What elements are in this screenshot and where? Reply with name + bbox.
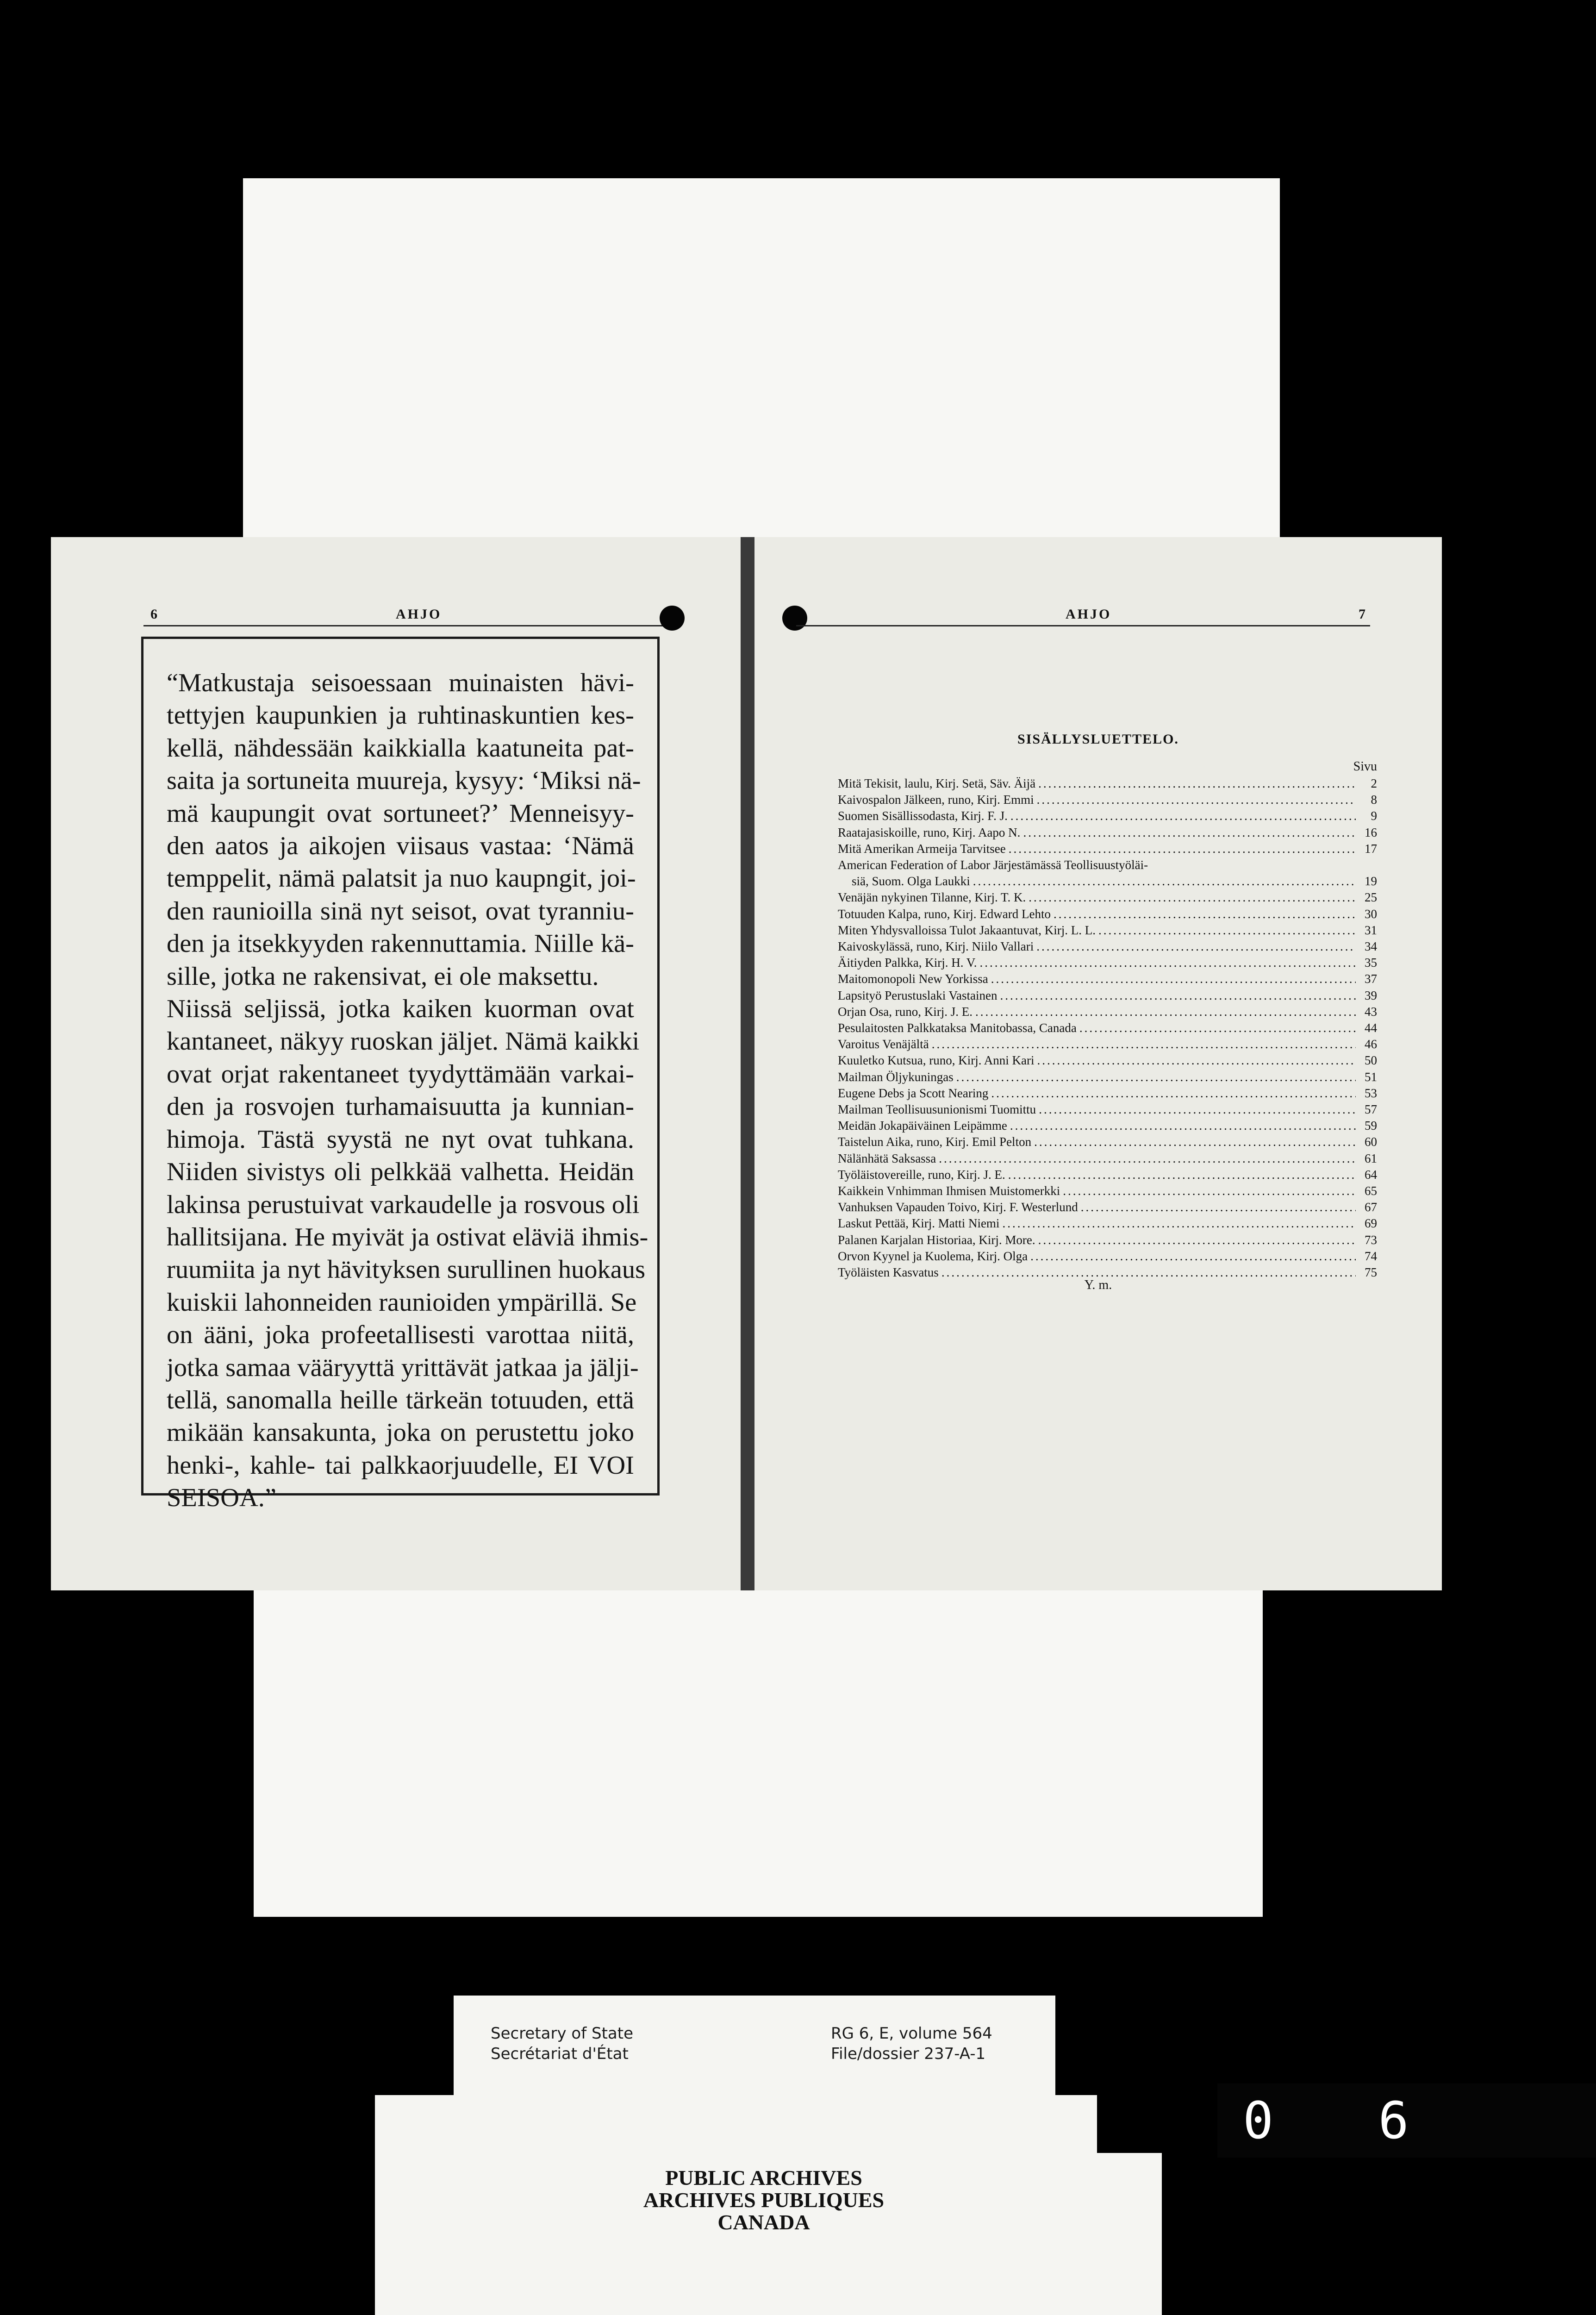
toc-entry-page: 39 — [1365, 988, 1377, 1002]
toc-entry-title: Orjan Osa, runo, Kirj. J. E. — [838, 1004, 973, 1019]
toc-entry-title: Pesulaitosten Palkkataksa Manitobassa, Canada — [838, 1021, 1077, 1035]
quote-line: ovat orjat rakentaneet tyydyttämään varkai- — [167, 1059, 634, 1089]
toc-entry-page: 65 — [1365, 1184, 1377, 1198]
quote-line: temppelit, nämä palatsit ja nuo kaupngit, joi- — [167, 864, 636, 893]
toc-entry — [838, 1151, 1377, 1167]
toc-entry-page: 51 — [1365, 1070, 1377, 1084]
toc-entry — [838, 1036, 1377, 1052]
page-number: 7 — [1359, 607, 1367, 622]
toc-entry — [838, 939, 1377, 955]
toc-entry — [838, 1199, 1377, 1215]
toc-leader-dots — [1008, 1167, 1356, 1183]
page-number: 6 — [150, 607, 159, 622]
toc-entry — [838, 1167, 1377, 1183]
toc-entry-page: 44 — [1365, 1021, 1377, 1035]
toc-entry-page: 53 — [1365, 1086, 1377, 1100]
quote-line: tettyjen kaupunkien ja ruhtinaskuntien kes- — [167, 701, 634, 730]
quote-text — [167, 667, 648, 1514]
toc-entry — [838, 808, 1377, 824]
toc-entry-title: Raatajasiskoille, runo, Kirj. Aapo N. — [838, 825, 1021, 839]
stamp-line-3: CANADA — [717, 2210, 810, 2234]
toc-entry-page: 46 — [1365, 1037, 1377, 1051]
toc-page-column-label: Sivu — [1353, 759, 1377, 774]
toc-leader-dots — [1034, 1134, 1356, 1150]
toc-entry-title: Lapsityö Perustuslaki Vastainen — [838, 988, 998, 1002]
toc-entry-title: Työläistovereille, runo, Kirj. J. E. — [838, 1167, 1005, 1182]
toc-leader-dots — [956, 1069, 1356, 1085]
right-page — [754, 537, 1442, 1590]
toc-entry — [838, 922, 1377, 939]
toc-entry-page: 57 — [1365, 1102, 1377, 1117]
archives-stamp — [532, 2167, 995, 2234]
toc-entry-page: 34 — [1365, 939, 1377, 954]
toc-leader-dots — [1000, 988, 1356, 1004]
toc-entry-page: 73 — [1365, 1233, 1377, 1247]
toc-entry-page: 69 — [1365, 1216, 1377, 1231]
stamp-line-1: PUBLIC ARCHIVES — [665, 2166, 862, 2190]
toc-entry — [838, 1069, 1377, 1085]
quote-line: kantaneet, näkyy ruoskan jäljet. Nämä kaikki — [167, 1027, 640, 1056]
toc-entry — [838, 857, 1377, 873]
toc-entry-title: Varoitus Venäjältä — [838, 1037, 929, 1051]
quote-line: den raunioilla sinä nyt seisot, ovat tyranniu- — [167, 896, 634, 926]
quote-line: den ja itsekkyyden rakennuttamia. Niille kä- — [167, 929, 634, 958]
quote-line: jotka samaa vääryyttä yrittävät jatkaa ja jälji- — [167, 1353, 639, 1382]
toc-entry-page: 61 — [1365, 1151, 1377, 1165]
quote-line: on ääni, joka profeetallisesti varottaa niitä, — [167, 1320, 634, 1350]
open-booklet — [51, 537, 1442, 1590]
toc-footer: Y. m. — [1084, 1278, 1112, 1292]
toc-entry-page: 43 — [1365, 1004, 1377, 1019]
toc-leader-dots — [1081, 1199, 1356, 1215]
paper-sheet-top — [243, 178, 1280, 576]
toc-entry-title: Työläisten Kasvatus — [838, 1265, 939, 1280]
toc-leader-dots — [939, 1151, 1356, 1167]
toc-entry-page: 60 — [1365, 1135, 1377, 1149]
toc-leader-dots — [1098, 922, 1356, 939]
toc-entry-title: Eugene Debs ja Scott Nearing — [838, 1086, 989, 1100]
toc-leader-dots — [1030, 1248, 1356, 1264]
quote-frame — [141, 637, 660, 1513]
toc-leader-dots — [973, 873, 1356, 889]
toc-entry — [838, 971, 1377, 987]
toc-leader-dots — [1010, 1118, 1356, 1134]
toc-entry-page: 59 — [1365, 1119, 1377, 1133]
toc-entry-title: Nälänhätä Saksassa — [838, 1151, 936, 1165]
quote-line: mä kaupungit ovat sortuneet?’ Menneisyy- — [167, 799, 634, 828]
toc-entry — [838, 906, 1377, 922]
toc-leader-dots — [1038, 1232, 1356, 1248]
quote-line: kellä, nähdessään kaikkialla kaatuneita pat- — [167, 733, 634, 763]
toc-entry — [838, 873, 1377, 889]
quote-line: tellä, sanomalla heille tärkeän totuuden, että — [167, 1385, 634, 1414]
toc-entry — [838, 1134, 1377, 1150]
toc-leader-dots — [1029, 889, 1356, 906]
toc-entry-title: Kaivoskylässä, runo, Kirj. Niilo Vallari — [838, 939, 1034, 954]
toc-entry-page: 31 — [1365, 923, 1377, 937]
toc-entry-page: 17 — [1365, 841, 1377, 856]
toc-leader-dots — [1079, 1020, 1356, 1036]
toc-entry-title: Äitiyden Palkka, Kirj. H. V. — [838, 956, 977, 970]
card-dept-fr: Secrétariat d'État — [491, 2045, 629, 2063]
quote-line: ruumiita ja nyt hävityksen surullinen huokaus — [167, 1255, 646, 1284]
toc-entry — [838, 841, 1377, 857]
toc-entry-title: Palanen Karjalan Historiaa, Kirj. More. — [838, 1233, 1035, 1247]
toc-leader-dots — [1054, 906, 1356, 922]
toc-entry-page: 50 — [1365, 1053, 1377, 1068]
quote-line: mikään kansakunta, joka on perustettu joko — [167, 1418, 634, 1447]
toc-entry-page: 30 — [1365, 907, 1377, 921]
toc-entry — [838, 889, 1377, 906]
toc-entry-page: 67 — [1365, 1200, 1377, 1214]
toc-entry-title: Suomen Sisällissodasta, Kirj. F. J. — [838, 809, 1008, 823]
toc-entry — [838, 792, 1377, 808]
toc-entry — [838, 1085, 1377, 1101]
toc-entry-title: Orvon Kyynel ja Kuolema, Kirj. Olga — [838, 1249, 1028, 1263]
toc-leader-dots — [975, 1004, 1356, 1020]
toc-entry-page: 9 — [1371, 809, 1377, 823]
quote-line: lakinsa perustuivat varkaudelle ja rosvous oli — [167, 1190, 640, 1219]
quote-line: den ja rosvojen turhamaisuutta ja kunnian- — [167, 1092, 634, 1121]
toc-entry-title: Venäjän nykyinen Tilanne, Kirj. T. K. — [838, 890, 1026, 905]
toc-leader-dots — [932, 1036, 1356, 1052]
quote-line: henki-, kahle- tai palkkaorjuudelle, EI VOI — [167, 1451, 634, 1480]
quote-line: Niissä seljissä, jotka kaiken kuorman ovat — [167, 995, 634, 1024]
toc-entry-page: 16 — [1365, 825, 1377, 839]
toc-leader-dots — [1037, 1052, 1356, 1069]
toc-leader-dots — [1010, 808, 1356, 824]
toc-entry-title: Maitomonopoli New Yorkissa — [838, 972, 988, 986]
toc-leader-dots — [991, 1085, 1356, 1101]
page-header: AHJO — [1066, 607, 1112, 622]
toc-entry-page: 37 — [1365, 972, 1377, 986]
toc-entry-title: Kaikkein Vnhimman Ihmisen Muistomerkki — [838, 1184, 1060, 1198]
card-file: File/dossier 237-A-1 — [831, 2045, 986, 2063]
stamp-line-2: ARCHIVES PUBLIQUES — [643, 2188, 885, 2212]
quote-line: hallitsijana. He myivät ja ostivat eläviä ihmis- — [167, 1222, 648, 1251]
toc-title: SISÄLLYSLUETTELO. — [1017, 732, 1179, 747]
toc-entry-page: 75 — [1365, 1265, 1377, 1280]
quote-line: sille, jotka ne rakensivat, ei ole maksettu. — [167, 962, 599, 991]
toc-entry-title: American Federation of Labor Järjestämässä Teollisuustyöläi- — [838, 858, 1148, 872]
toc-entry-page: 19 — [1365, 874, 1377, 888]
toc-entry-title: siä, Suom. Olga Laukki — [852, 874, 970, 888]
header-rule — [143, 625, 680, 626]
header-rule — [796, 625, 1370, 626]
toc-leader-dots — [980, 955, 1356, 971]
card-dept-en: Secretary of State — [491, 2024, 633, 2043]
toc-entry-page: 8 — [1371, 793, 1377, 807]
toc-entry-title: Taistelun Aika, runo, Kirj. Emil Pelton — [838, 1135, 1032, 1149]
toc-entry — [838, 1020, 1377, 1036]
toc-entry — [838, 1232, 1377, 1248]
toc-entry-title: Miten Yhdysvalloissa Tulot Jakaantuvat, Kirj. L. L. — [838, 923, 1096, 937]
quote-line: “Matkustaja seisoessaan muinaisten hävi- — [167, 669, 634, 697]
toc-leader-dots — [1002, 1215, 1356, 1232]
toc-entry-page: 64 — [1365, 1167, 1377, 1182]
toc-entry-title: Mailman Öljykuningas — [838, 1070, 954, 1084]
quote-line: Niiden sivistys oli pelkkää valhetta. Heidän — [167, 1158, 634, 1187]
toc-entry-title: Kaivospalon Jälkeen, runo, Kirj. Emmi — [838, 793, 1034, 807]
toc-entry — [838, 1215, 1377, 1232]
book-spine — [741, 537, 754, 1590]
paper-sheet-bottom — [254, 1565, 1263, 1917]
toc-entry — [838, 1004, 1377, 1020]
toc-entry-page: 25 — [1365, 890, 1377, 905]
toc-entry-title: Totuuden Kalpa, runo, Kirj. Edward Lehto — [838, 907, 1051, 921]
toc-entry-page: 35 — [1365, 956, 1377, 970]
toc-entry-title: Kuuletko Kutsua, runo, Kirj. Anni Kari — [838, 1053, 1035, 1068]
toc-leader-dots — [1038, 776, 1356, 792]
toc-entry-title: Mitä Tekisit, laulu, Kirj. Setä, Säv. Äijä — [838, 776, 1036, 790]
page-header: AHJO — [396, 607, 442, 622]
toc-entry — [838, 1248, 1377, 1264]
toc-entry-title: Mitä Amerikan Armeija Tarvitsee — [838, 841, 1006, 856]
toc-entry-page: 2 — [1371, 776, 1377, 790]
toc-leader-dots — [1037, 792, 1356, 808]
toc-entry — [838, 955, 1377, 971]
toc-leader-dots — [991, 971, 1356, 987]
quote-line: SEISOA.” — [167, 1483, 276, 1513]
toc-entry — [838, 776, 1377, 792]
left-page — [51, 537, 741, 1590]
toc-entry — [838, 1052, 1377, 1069]
toc-entry-title: Vanhuksen Vapauden Toivo, Kirj. F. Westerlund — [838, 1200, 1078, 1214]
toc-leader-dots — [1023, 825, 1356, 841]
binding-hole — [660, 606, 685, 631]
quote-line: den aatos ja aikojen viisaus vastaa: ‘Nämä — [167, 832, 634, 861]
toc-entry — [838, 988, 1377, 1004]
toc-leader-dots — [1063, 1183, 1356, 1199]
quote-line: saita ja sortuneita muureja, kysyy: ‘Miksi nä- — [167, 766, 641, 795]
card-volume: RG 6, E, volume 564 — [831, 2024, 992, 2043]
quote-line: kuiskii lahonneiden raunioiden ympärillä. Se — [167, 1288, 637, 1317]
toc-leader-dots — [1036, 939, 1356, 955]
toc-entry — [838, 825, 1377, 841]
frame-number: 0 6 — [1217, 2084, 1596, 2158]
toc-entry-title: Mailman Teollisuusunionismi Tuomittu — [838, 1102, 1036, 1117]
binding-hole — [782, 606, 807, 631]
table-of-contents — [838, 776, 1377, 1281]
quote-line: himoja. Tästä syystä ne nyt ovat tuhkana. — [167, 1125, 634, 1154]
toc-leader-dots — [1009, 841, 1356, 857]
toc-entry — [838, 1101, 1377, 1118]
toc-entry-title: Meidän Jokapäiväinen Leipämme — [838, 1119, 1007, 1133]
toc-entry — [838, 1118, 1377, 1134]
toc-leader-dots — [1039, 1101, 1356, 1118]
toc-entry-title: Laskut Pettää, Kirj. Matti Niemi — [838, 1216, 1000, 1231]
toc-entry-page: 74 — [1365, 1249, 1377, 1263]
toc-entry — [838, 1183, 1377, 1199]
